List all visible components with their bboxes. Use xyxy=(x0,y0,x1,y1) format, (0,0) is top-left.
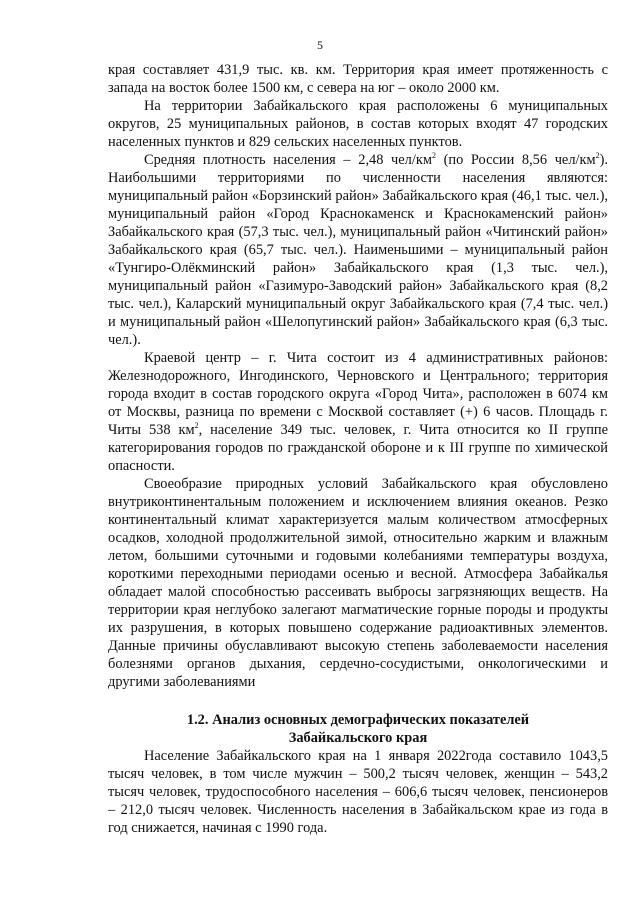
paragraph-area: края составляет 431,9 тыс. кв. км. Территория края имеет протяженность с запада на восток более 1500 км, с севера на юг – около 2000 км. xyxy=(108,62,608,96)
paragraph-climate: Своеобразие природных условий Забайкальского края обусловлено внутриконтинентальным положением и исключением влияния океанов. Резко континентальный климат характеризуется малым количеством атмосферных осадков, холодной продолжительной зимой, относительно жарким и влажным летом, большими суточными и годовыми колебаниями температуры воздуха, короткими переходными периодами осенью и весной. Атмосфера Забайкалья обладает малой способностью рассеивать выбросы загрязняющих веществ. На территории края неглубоко залегают магматические горные породы и продукты их разрушения, в которых повышено содержание радиоактивных элементов. Данные причины обуславливают высокую степень заболеваемости населения болезнями органов дыхания, сердечно-сосудистыми, онкологическими и другими заболеваниями xyxy=(108,476,608,690)
superscript: 2 xyxy=(595,151,600,161)
section-heading xyxy=(108,711,608,747)
paragraph-municipalities: На территории Забайкальского края расположены 6 муниципальных округов, 25 муниципальных районов, в состав которых входят 47 городских населенных пунктов и 829 сельских населенных пунктов. xyxy=(108,98,608,150)
superscript: 2 xyxy=(431,151,436,161)
chita-text-start: Краевой центр – г. Чита состоит из 4 административных районов: Железнодорожного, Ингодинского, Черновского и Центрального; территория города входит в состав городского округа «Город Чита», расположен в 6074 км от Москвы, разница по времени с Москвой составляет (+) 6 часов. Площадь г. Читы 538 км xyxy=(108,350,608,438)
chita-text-end: , население 349 тыс. человек, г. Чита относится ко II группе категорирования городов по гражданской обороне и к III группе по химической опасности. xyxy=(108,422,608,474)
density-text-end: ). Наибольшими территориями по численности населения являются: муниципальный район «Борзинский район» Забайкальского края (46,1 тыс. чел.), муниципальный район «Город Краснокаменск и Краснокаменский район» Забайкальского края (57,3 тыс. чел.), муниципальный район «Читинский район» Забайкальского края (65,7 тыс. чел.). Наименьшими – муниципальный район «Тунгиро-Олёкминский район» Забайкальского края (1,3 тыс. чел.), муниципальный район «Газимуро-Заводский район» Забайкальского края (8,2 тыс. чел.), Каларский муниципальный округ Забайкальского края (7,4 тыс. чел.) и муниципальный район «Шелопугинский район» Забайкальского края (6,3 тыс. чел.). xyxy=(108,152,608,348)
heading-line-1: 1.2. Анализ основных демографических показателей xyxy=(186,712,530,728)
paragraph-population: Население Забайкальского края на 1 января 2022года составило 1043,5 тысяч человек, в том числе мужчин – 500,2 тысяч человек, женщин – 543,2 тысяч человек, трудоспособного населения – 606,6 тысяч человек, пенсионеров – 212,0 тысяч человек. Численность населения в Забайкальском крае из года в год снижается, начиная с 1990 года. xyxy=(108,748,608,836)
density-text-start: Средняя плотность населения – 2,48 чел/км xyxy=(144,152,432,168)
document-body xyxy=(108,61,608,837)
paragraph-chita xyxy=(108,349,608,475)
density-text-mid: (по России 8,56 чел/км xyxy=(435,152,596,168)
heading-line-2: Забайкальского края xyxy=(288,730,428,746)
page-number: 5 xyxy=(317,38,323,52)
superscript: 2 xyxy=(194,421,199,431)
paragraph-density xyxy=(108,151,608,349)
